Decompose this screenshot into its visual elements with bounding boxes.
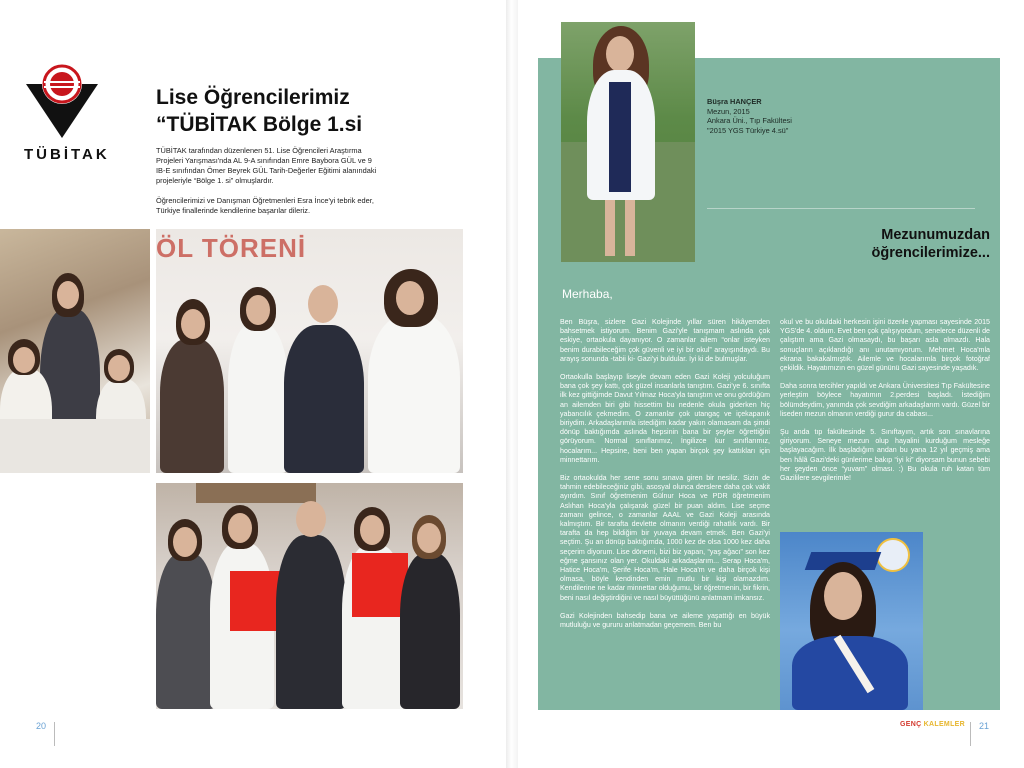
article-title <box>156 84 362 138</box>
intro-paragraph: Öğrencilerimizi ve Danışman Öğretmenleri Esra İnce'yi tebrik eder, Türkiye finallerinde kendilerine başarılar dileriz. <box>156 196 374 215</box>
intro-paragraph: TÜBİTAK tarafından düzenlenen 51. Lise Öğrencileri Araştırma Projeleri Yarışması'nda AL 9-A sınıfından Emre Baybora GÜL ve 9 IB-E sınıfından Ömer Beyrek GÜL Tarih-Değerler Eğitimi alanındaki projeleriyle “Bölge 1. si” olmuşlardır. <box>156 146 377 185</box>
caption-name: Büşra HANÇER <box>707 97 762 106</box>
brand-logo: GENÇ KALEMLER <box>900 721 965 728</box>
letter-paragraph: Biz ortaokulda her sene sonu sınava giren bir nesiliz. Sizin de tahmin edebileceğiniz gibi, asosyal olunca derslere daha çok vakit ayırdım. Sınıf öğretmenim Gülnur Hoca ve PDR öğretmenim Aslıhan Hoca'yla çalışarak güzel bir puan aldım. Lise seçme zamanı gelince, o zamanlar AAAL ve Gazi Koleji arasında kalmıştım. Bir tarafta devlette olmanın verdiği rahatlık vardı. Bir tarafta da hep bildiğim bir yuvaya devam etmek. Ben Gazi'yi seçtim. Şu an dönüp baktığımda, 1000 kez de olsa 1000 kez daha seçerim diyorum. Lise dönemi, bizi biz yapan, “yaş ağacı” son kez eğme şansınız olan yer. Okuldaki arkadaşlarım... Serap Hoca'm, Hatice Hoca'm, Şerife Hoca'm, Hale Hoca'm ve daha birçok kişi olmasa, böyle kendinden emin mutlu bir kişi olamazdım. Kendilerine ne kadar minnettar olduğumu, bir öğretmenin, bir fikrin, beni nasıl değiştirdiğini ve nasıl büyüttüğünü anlatmam imkansız. <box>560 474 770 602</box>
caption-line: Mezun, 2015 <box>707 106 750 116</box>
letter-paragraph: Ortaokulla başlayıp liseyle devam eden Gazi Koleji yolculuğum bana çok şey kattı, çok güzel insanlarla tanıştım. Gazi'ye 6. sınıfta ilk kez gittiğimde Davut Yılmaz Hoca'yla tanıştım ve onu gördüğüm an ailemden biri gibi hissettim bu nedenle okula giderken hiç yabancılık çekmedim. O zamanlar çok utangaç ve içekapanık biriydim. Arkadaşlarımla istediğim kadar yakın olamasam da şimdi dönüp baktığımda aslında hepsinin bana bir şeyler öğrettiğini görüyorum. Normal sınıflarımız, İngilizce kur sınıflarımız, hocalarım... Hepsine, beni ben yapan birçok şey kattıkları için minnettarım. <box>560 373 770 464</box>
photo-certificate-presentation <box>156 483 463 709</box>
logo-wordmark: TÜBİTAK <box>24 146 110 163</box>
letter-paragraph: Ben Büşra, sizlere Gazi Kolejinde yıllar süren hikâyemden bahsetmek istiyorum. Benim Gazi'yle tanışmam aslında çok eskiye, ortaokula dayanıyor. O zamanlar ailem “onlar isteyken benim durabileceğim çok güvenli ve iyi bir okul” arayışındaydı. Bu arayış sonunda -tabii ki- Gazi'yi buldular. İyi ki de bulmuşlar. <box>560 318 770 363</box>
letter-paragraph: Şu anda tıp fakültesinde 5. Sınıftayım, artık son sınavlarına giriyorum. Seneye mezun olup hayalini kurduğum mesleğe başlayacağım. İlk başladığım andan bu yana 12 yıl geçmiş ama ben hâlâ Gazi'deki günlerime bakıp “iyi ki” diyorsam bunun sebebi her şeyden önce “yuvam” olması. :) Bu okula ruh katan tüm Gazililere sevgilerimle! <box>780 428 990 483</box>
portrait-caption <box>707 97 792 135</box>
spread-gutter <box>506 0 518 768</box>
letter-greeting: Merhaba, <box>562 287 613 301</box>
letter-column-1 <box>560 318 770 639</box>
letter-paragraph: okul ve bu okuldaki herkesin işini özenle yapması sayesinde 2015 YGS'de 4. oldum. Evet ben çok çalışıyordum, senelerce düzenli de çalıştım ama Gazi olmasaydı, bu başarı asla olmazdı. Hala sonuçların açıklandığı anı unutamıyorum. Mehmet Hoca'mla ekrana bakakalmıştık. Ailemle ve hocalarımla birçok fotoğraf çekildik. Hayatımızın en güzel gününü Gazi sayesinde yaşadık. <box>780 318 990 373</box>
page-number-left: 20 <box>36 721 47 731</box>
photo-graduate-portrait <box>561 22 695 262</box>
letter-column-2 <box>780 318 990 492</box>
photo-award-ceremony <box>156 229 463 473</box>
page-number-right: 21 <box>979 721 990 731</box>
section-heading <box>820 226 990 262</box>
photo-banner-text: ÖL TÖRENİ <box>156 233 307 263</box>
caption-divider <box>707 208 975 209</box>
photo-graduation-cap-portrait <box>780 532 923 710</box>
title-line: “TÜBİTAK Bölge 1.si <box>156 113 363 136</box>
caption-line: Ankara Üni., Tıp Fakültesi <box>707 116 792 125</box>
footer-divider <box>970 722 971 746</box>
letter-paragraph: Daha sonra tercihler yapıldı ve Ankara Üniversitesi Tıp Fakültesine yerleştim böylece hayatımın 2.perdesi başladı. İstediğim bölümdeydim, yanımda çok sevdiğim arkadaşlarım vardı. Güzel bir liseden mezun olmanın verdiği gurur da cabası... <box>780 382 990 418</box>
caption-line: "2015 YGS Türkiye 4.sü" <box>707 125 789 135</box>
footer-divider <box>54 722 55 746</box>
letter-paragraph: Gazi Kolejinden bahsedip bana ve aileme yaşattığı en büyük mutluluğu ve gururu anlatmadan geçemem. Ben bu <box>560 611 770 630</box>
photo-exhibition-stand <box>0 229 150 473</box>
heading-line: öğrencilerimize... <box>871 245 990 261</box>
article-intro <box>156 146 378 226</box>
title-line: Lise Öğrencilerimiz <box>156 86 350 109</box>
heading-line: Mezunumuzdan <box>881 227 990 243</box>
